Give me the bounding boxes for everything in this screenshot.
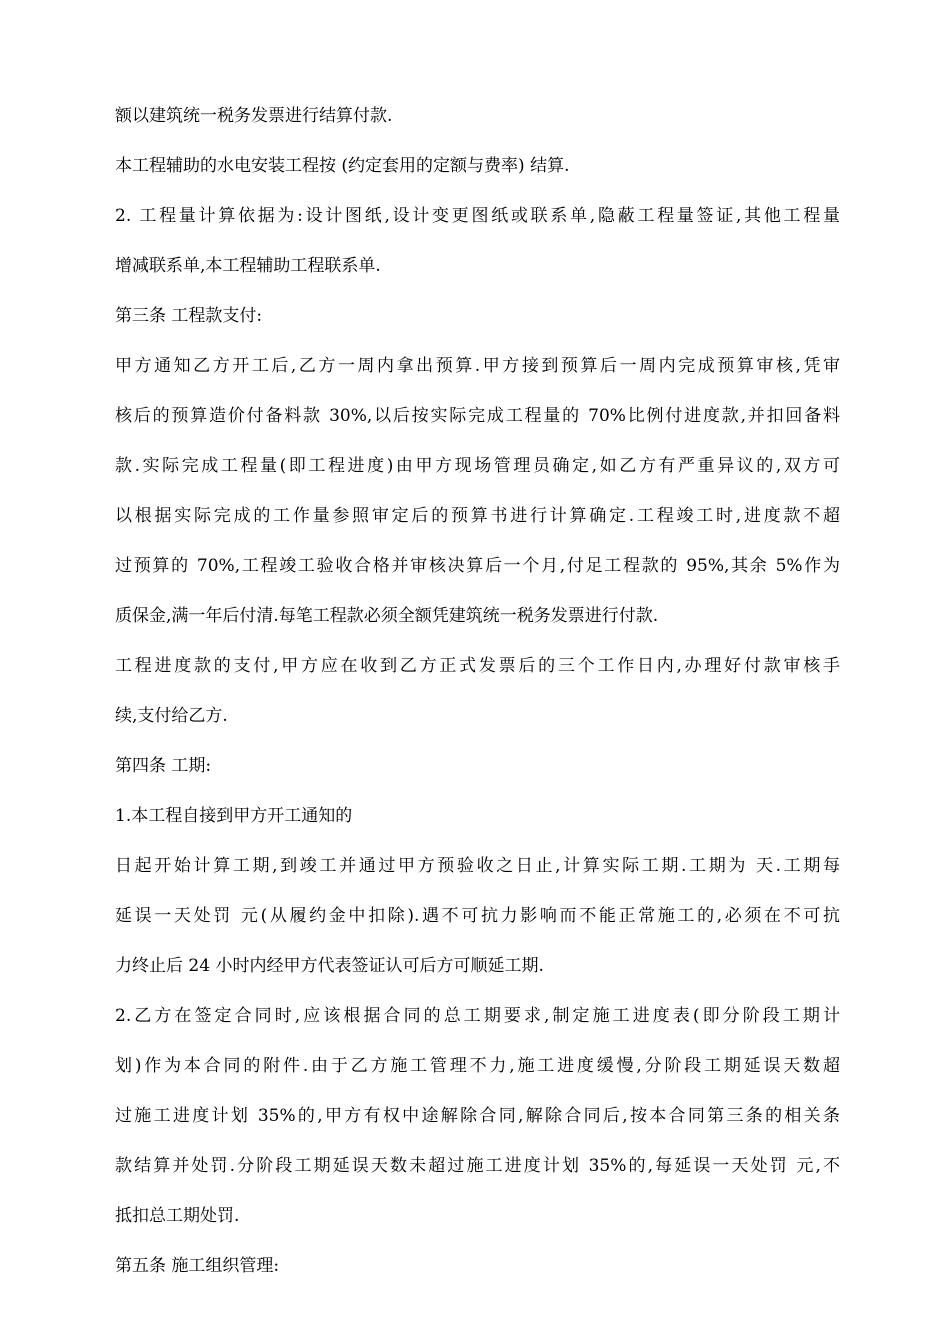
document-line: 力终止后 24 小时内经甲方代表签证认可后方可顺延工期. (115, 956, 544, 976)
document-line: 第五条 施工组织管理: (115, 1256, 280, 1276)
document-line: 2. 工程量计算依据为:设计图纸,设计变更图纸或联系单,隐蔽工程量签证,其他工程量 (115, 206, 840, 226)
document-line: 质保金,满一年后付清.每笔工程款必须全额凭建筑统一税务发票进行付款. (115, 606, 659, 626)
document-line: 过施工进度计划 35%的,甲方有权中途解除合同,解除合同后,按本合同第三条的相关条 (115, 1106, 840, 1126)
document-line: 以根据实际完成的工作量参照审定后的预算书进行计算确定.工程竣工时,进度款不超 (115, 506, 840, 526)
document-line: 延误一天处罚 元(从履约金中扣除).遇不可抗力影响而不能正常施工的,必须在不可抗 (115, 906, 840, 926)
document-line: 本工程辅助的水电安装工程按 (约定套用的定额与费率) 结算. (115, 156, 570, 176)
document-line: 日起开始计算工期,到竣工并通过甲方预验收之日止,计算实际工期.工期为 天.工期每 (115, 856, 840, 876)
document-line: 工程进度款的支付,甲方应在收到乙方正式发票后的三个工作日内,办理好付款审核手 (115, 656, 840, 676)
document-line: 划)作为本合同的附件.由于乙方施工管理不力,施工进度缓慢,分阶段工期延误天数超 (115, 1056, 840, 1076)
document-line: 1.本工程自接到甲方开工通知的 (115, 806, 353, 826)
document-line: 款结算并处罚.分阶段工期延误天数未超过施工进度计划 35%的,每延误一天处罚 元,不 (115, 1156, 840, 1176)
document-line: 第三条 工程款支付: (115, 306, 263, 326)
document-line: 核后的预算造价付备料款 30%,以后按实际完成工程量的 70%比例付进度款,并扣回备料 (115, 406, 840, 426)
document-line: 2.乙方在签定合同时,应该根据合同的总工期要求,制定施工进度表(即分阶段工期计 (115, 1006, 840, 1026)
document-line: 额以建筑统一税务发票进行结算付款. (115, 106, 393, 126)
document-line: 过预算的 70%,工程竣工验收合格并审核决算后一个月,付足工程款的 95%,其余 5%作为 (115, 556, 840, 576)
document-line: 续,支付给乙方. (115, 706, 228, 726)
document-line: 款.实际完成工程量(即工程进度)由甲方现场管理员确定,如乙方有严重异议的,双方可 (115, 456, 840, 476)
document-page (115, 96, 840, 1296)
document-line: 增减联系单,本工程辅助工程联系单. (115, 256, 381, 276)
document-line: 第四条 工期: (115, 756, 212, 776)
document-line: 抵扣总工期处罚. (115, 1206, 240, 1226)
document-line: 甲方通知乙方开工后,乙方一周内拿出预算.甲方接到预算后一周内完成预算审核,凭审 (115, 356, 840, 376)
